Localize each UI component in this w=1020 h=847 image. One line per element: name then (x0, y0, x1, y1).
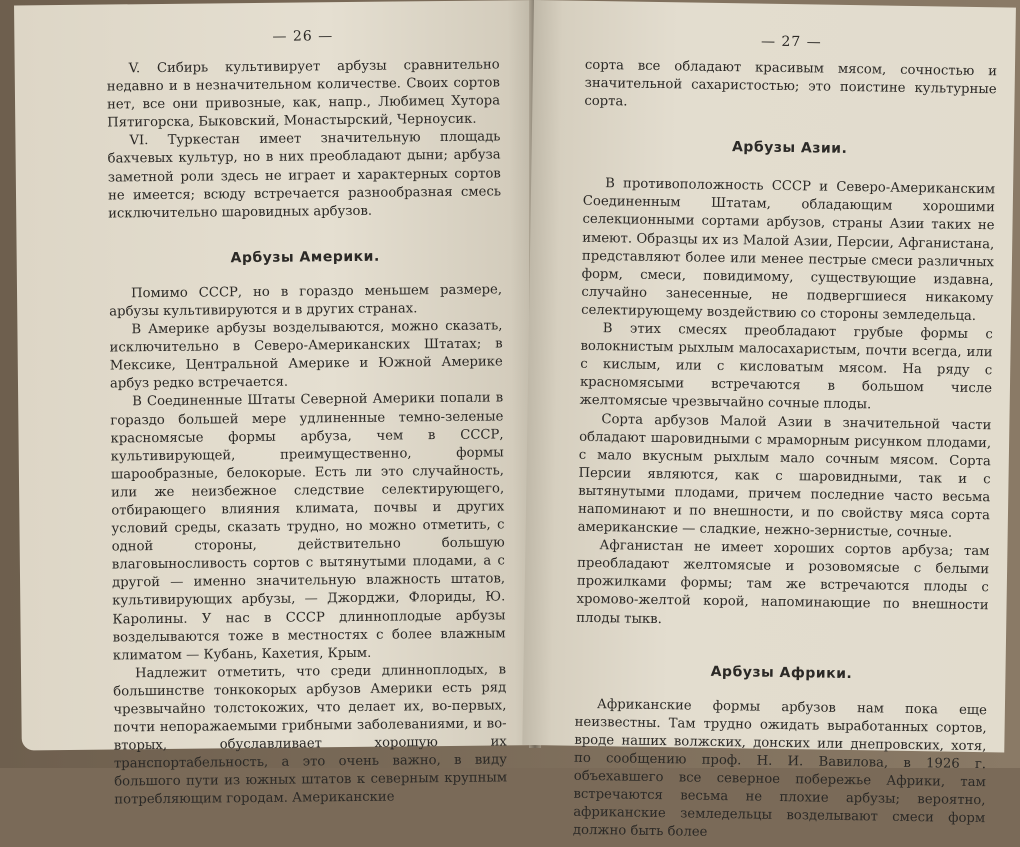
paragraph-africa-1: Африканские формы арбузов нам пока еще неизвестны. Там трудно ожидать выработанных сортов, вроде наших волжских, донских или днепровских, хотя, по сообщению проф. Н. И. Вавилова, в 1926 г. объехавшего все северное побережье Африки, там встречаются весьма не плохие арбузы; вероятно, африканские земледельцы возделывают смеси форм должно быть более (572, 696, 988, 841)
paragraph-asia-4: Афганистан не имеет хороших сортов арбуза; там преобладают желтомясые и розовомясые с белыми прожилками формы; там же встречаются плоды с хромово-желтой корой, напоминающие по внешности плоды тыкв. (576, 538, 990, 627)
heading-asia: Арбузы Азии. (731, 139, 848, 158)
right-page-number: — 27 — (760, 33, 822, 51)
left-page (14, 0, 547, 808)
open-book (6, 0, 1016, 841)
heading-africa: Арбузы Африки. (710, 663, 853, 682)
paragraph-asia-2: В этих смесях преобладают грубые формы с волокнистым рыхлым малосахаристым, почти всегда, или с кислым, или с кисловатым мясом. На ряду с красномясыми встречаются в большом числе желтомясые чрезвычайно сочные плоды. (579, 321, 993, 413)
paragraph-continuation: сорта все обладают красивым мясом, сочностью и значительной сахаристостью; это поистине культурные сорта. (584, 57, 998, 110)
paragraph-america-4: Надлежит отметить, что среди длинноплодых, в большинстве тонкокорых арбузов Америки есть ряд чрезвычайно толстокожих, что делает их, во-первых, почти непоражаемыми грибными заболеваниями, и во-вторых, обуславливает хорошую их транспортабельность, а это очень важно, в виду большого пути из южных штатов к северным крупным потребляющим городам. Американские (113, 662, 508, 808)
paragraph-asia-3: Сорта арбузов Малой Азии в значительной части обладают шаровидными с мраморным рисунком плодами, с мало вкусным рыхлым мало сочным мясом. Сорта Персии являются, как с шаровидными, так и с вытянутыми плодами, причем последние часто весьма напоминают и по внешности, и по свойству мяса сорта американские — сладкие, нежно-зернистые, сочные. (577, 411, 992, 541)
left-page-number: — 26 — (272, 28, 334, 45)
paragraph-america-1: Помимо СССР, но в гораздо меньшем размере, арбузы культивируются и в других странах. (109, 282, 503, 320)
paragraph-asia-1: В противоположность СССР и Северо-Американским Соединенным Штатам, обладающим хорошими селекционными сортами арбузов, страны Азии таких не имеют. Образцы их из Малой Азии, Персии, Афганистана, представляют более или менее пестрые смеси различных форм, смеси, повидимому, существующие издавна, случайно занесенные, не подвергшиеся никакому селектирующему воздействию со стороны земледельца. (581, 176, 996, 324)
paragraph-america-2: В Америке арбузы возделываются, можно сказать, исключительно в Северо-Американских Штатах; в Мексике, Центральной Америке и Южной Америке арбуз редко встречается. (109, 318, 503, 392)
right-page (522, 0, 1016, 841)
heading-america: Арбузы Америки. (230, 248, 380, 267)
paragraph-turkestan: VI. Туркестан имеет значительную площадь бахчевых культур, но в них преобладают дыни; арбуза заметной роли здесь не играет и характерных сортов не имеется; всюду встречается разнообразная смесь исключительно шаровидных арбузов. (107, 129, 502, 222)
paragraph-siberia: V. Сибирь культивирует арбузы сравнительно недавно и в незначительном количестве. Своих сортов нет, все они привозные, как, напр., Любимец Хутора Пятигорска, Быковский, Монастырский, Черноусик. (106, 57, 501, 131)
paragraph-america-3: В Соединенные Штаты Северной Америки попали в гораздо большей мере удлиненные темно-зеленые красномясые формы арбуза, чем в СССР, культивирующей, преимущественно, формы шарообразные, белокорые. Есть ли это случайность, или же неизбежное следствие селектирующего, отбирающего влияния климата, почвы и других условий среды, сказать трудно, но можно отметить, с одной стороны, действительно большую влаговыносливость сортов с вытянутыми плодами, а с другой — именно значительную влажность штатов, культивирующих арбузы, — Джорджи, Флориды, Ю. Каролины. У нас в СССР длинноплодые арбузы возделываются тоже в местностях с более влажным климатом — Кубань, Кахетия, Крым. (110, 390, 506, 664)
